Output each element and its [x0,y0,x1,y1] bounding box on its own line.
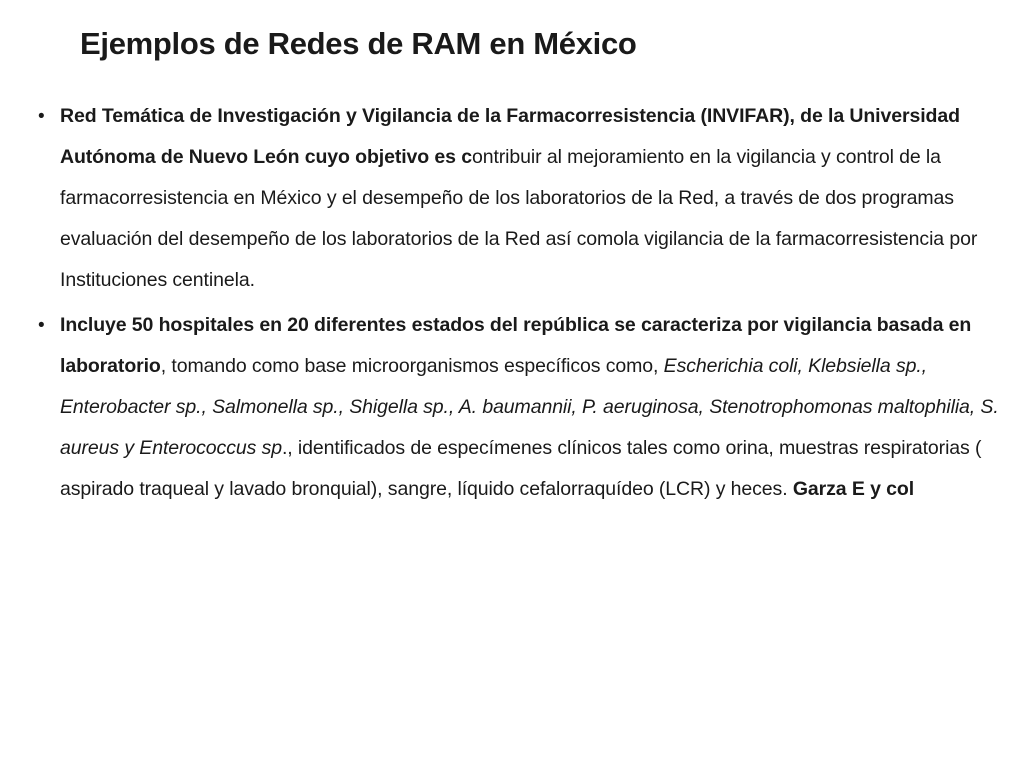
bullet2-bold-intro: Incluye 50 hospitales en 20 diferentes estados del república se caracteriza por vigilancia basada en laboratorio [60,314,972,377]
bullet-list [38,96,1013,514]
bullet-dot-icon: • [38,315,45,336]
bullet2-text-1: , tomando como base microorganismos específicos como, [160,355,664,377]
bullet1-bold-text: Red Temática de Investigación y Vigilancia de la Farmacorresistencia (INVIFAR), de la Universidad Autónoma de Nuevo León cuyo objetivo es c [60,105,960,168]
slide-title: Ejemplos de Redes de RAM en México [80,26,637,61]
bullet2-citation: Garza E y col [792,478,915,500]
bullet-dot-icon: • [38,106,45,127]
bullet2-species-italic: Escherichia coli, Klebsiella sp., Enterobacter sp., Salmonella sp., Shigella sp., A. baumannii, P. aeruginosa, Stenotrophomonas maltophilia, S. aureus y Enterococcus sp [60,355,999,459]
bullet-hospitales [38,305,1013,510]
bullet-invifar [38,96,1013,301]
bullet1-normal-text: ontribuir al mejoramiento en la vigilancia y control de la farmacorresistencia en México y el desempeño de los laboratorios de la Red, a través de dos programas evaluación del desempeño de los laboratorios de la Red así comola vigilancia de la farmacorresistencia por Instituciones centinela. [60,146,978,291]
bullet2-text-2: ., identificados de especímenes clínicos tales como orina, muestras respiratorias ( aspirado traqueal y lavado bronquial), sangre, líquido cefalorraquídeo (LCR) y heces. [60,437,982,500]
